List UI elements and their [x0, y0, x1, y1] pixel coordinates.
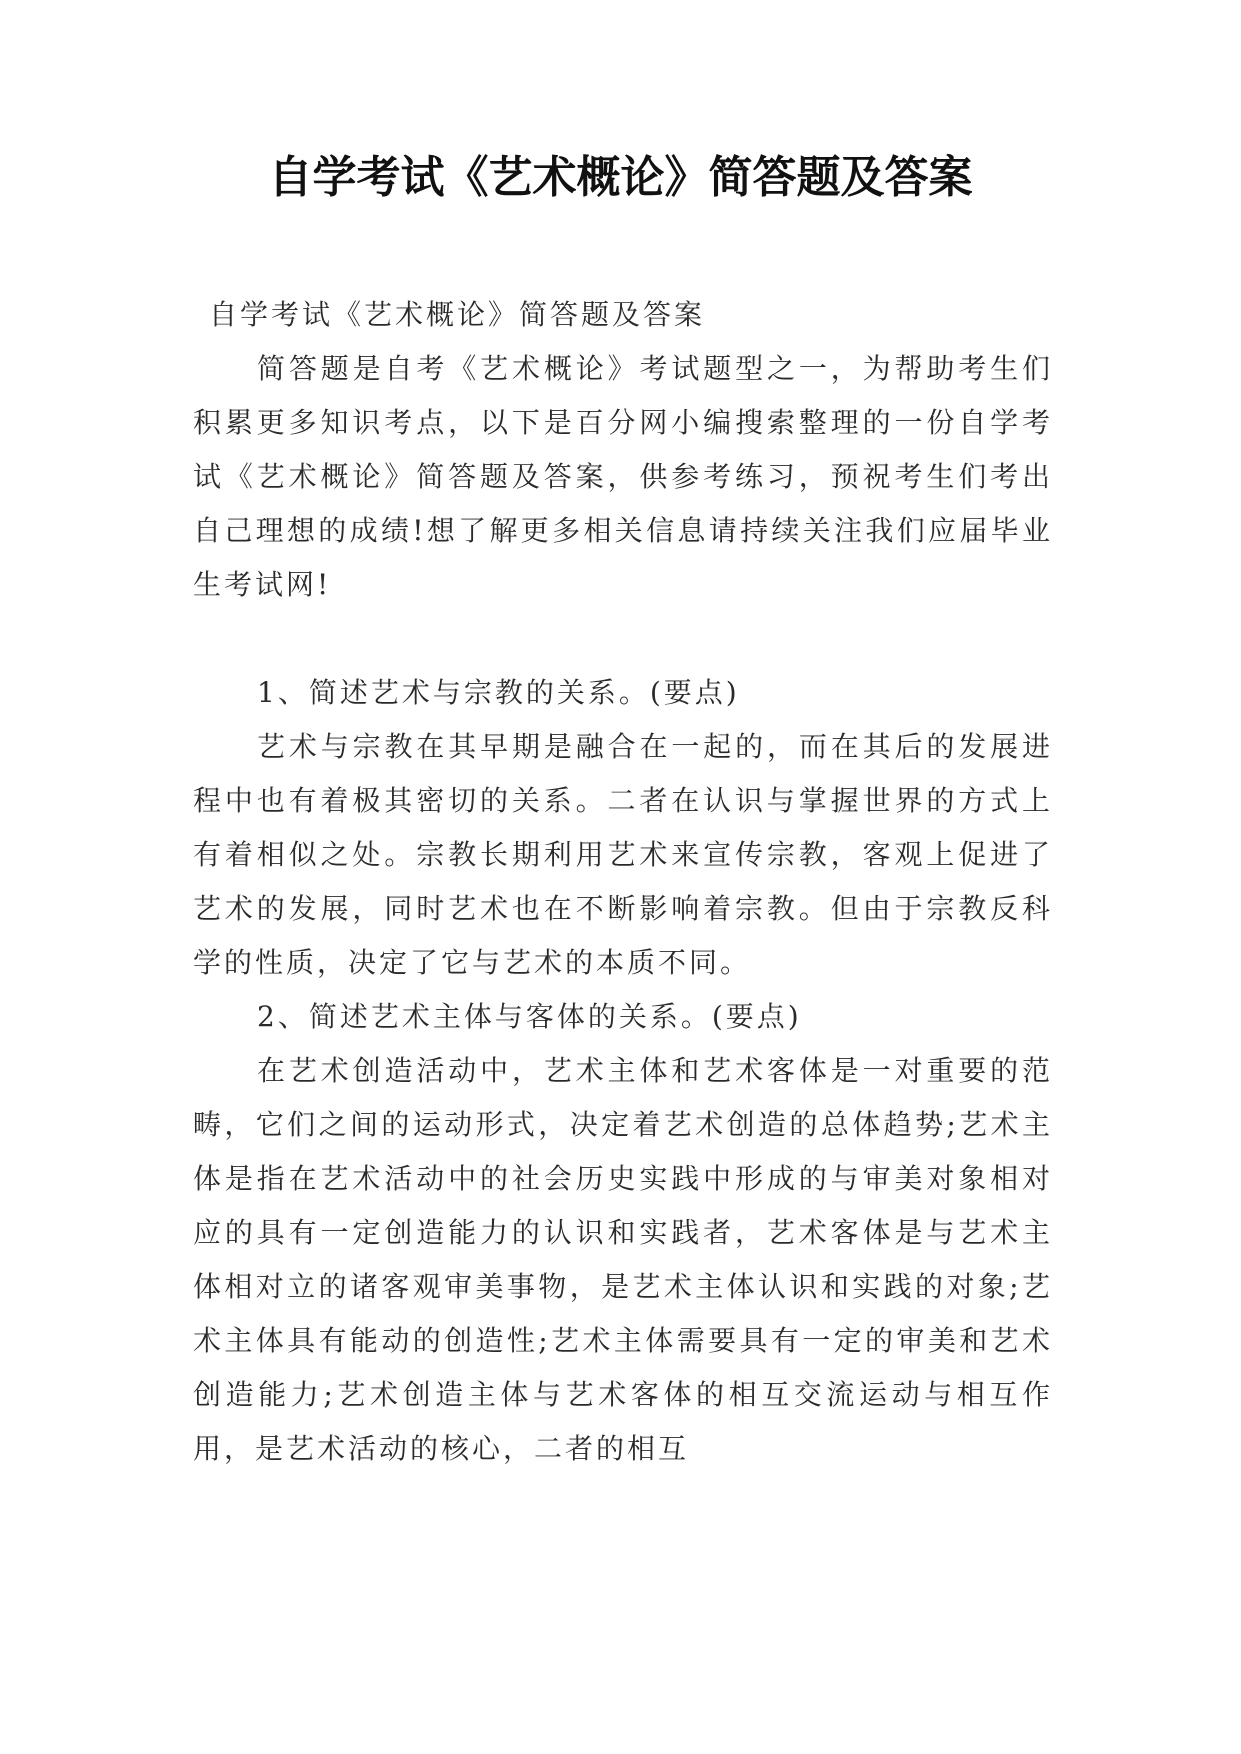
question-2-answer: 在艺术创造活动中，艺术主体和艺术客体是一对重要的范畴，它们之间的运动形式，决定着艺术创造的总体趋势;艺术主体是指在艺术活动中的社会历史实践中形成的与审美对象相对应的具有一定创造能力的认识和实践者，艺术客体是与艺术主体相对立的诸客观审美事物，是艺术主体认识和实践的对象;艺术主体具有能动的创造性;艺术主体需要具有一定的审美和艺术创造能力;艺术创造主体与艺术客体的相互交流运动与相互作用，是艺术活动的核心，二者的相互 [193, 1054, 1053, 1465]
question-1-heading: 1、简述艺术与宗教的关系。(要点) [257, 676, 740, 709]
intro-paragraph: 简答题是自考《艺术概论》考试题型之一，为帮助考生们积累更多知识考点，以下是百分网小编搜索整理的一份自学考试《艺术概论》简答题及答案，供参考练习，预祝考生们考出自己理想的成绩!想了解更多相关信息请持续关注我们应届毕业生考试网! [193, 352, 1053, 601]
document-subtitle: 自学考试《艺术概论》简答题及答案 [209, 298, 706, 331]
paragraph-spacer [193, 612, 1053, 666]
question-2-heading: 2、简述艺术主体与客体的关系。(要点) [257, 1000, 802, 1033]
document-title: 自学考试《艺术概论》简答题及答案 [268, 152, 973, 203]
question-1-answer: 艺术与宗教在其早期是融合在一起的，而在其后的发展进程中也有着极其密切的关系。二者在认识与掌握世界的方式上有着相似之处。宗教长期利用艺术来宣传宗教，客观上促进了艺术的发展，同时艺术也在不断影响着宗教。但由于宗教反科学的性质，决定了它与艺术的本质不同。 [193, 730, 1053, 979]
document-body [193, 288, 1053, 1476]
